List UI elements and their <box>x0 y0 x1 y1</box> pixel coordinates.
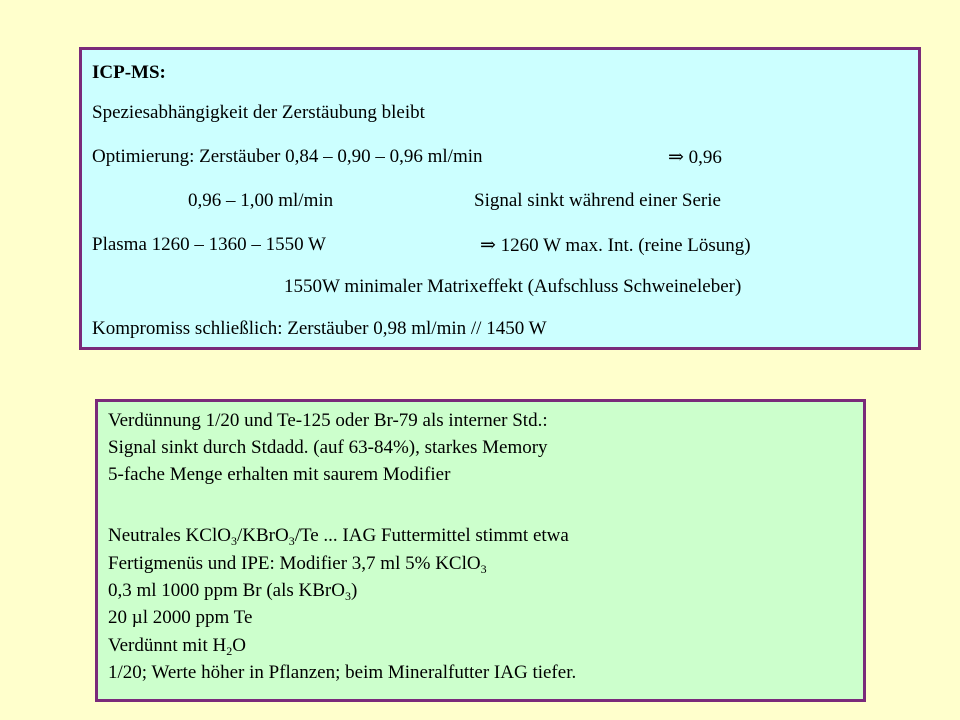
matrix-effect-line: 1550W minimaler Matrixeffekt (Aufschluss Schweineleber) <box>284 276 742 297</box>
icp-ms-heading: ICP-MS: <box>92 62 166 83</box>
plasma-line: Plasma 1260 – 1360 – 1550 W <box>92 234 326 255</box>
dilution-box <box>95 399 866 702</box>
diluted-water-line: Verdünnt mit $H_2O$ <box>108 635 246 658</box>
ready-meals-line: Fertigmenüs und IPE: Modifier 3,7 ml 5% KClO$_3$ <box>108 553 487 576</box>
dilution-line-1: Verdünnung 1/20 und Te-125 oder Br-79 als interner Std.: <box>108 410 548 431</box>
species-line: Speziesabhängigkeit der Zerstäubung bleibt <box>92 102 425 123</box>
plasma-result: ⇒ 1260 W max. Int. (reine Lösung) <box>480 235 751 256</box>
optimization-nebulizer-result: ⇒ 0,96 <box>668 147 722 168</box>
icp-ms-box <box>79 47 921 350</box>
nebulizer-range-note: Signal sinkt während einer Serie <box>474 190 721 211</box>
bromine-line: 0,3 ml 1000 ppm Br (als KBrO$_3$) <box>108 580 358 603</box>
dilution-line-3: 5-fache Menge erhalten mit saurem Modifier <box>108 464 451 485</box>
optimization-nebulizer-line: Optimierung: Zerstäuber 0,84 – 0,90 – 0,96 ml/min <box>92 146 483 167</box>
dilution-line-2: Signal sinkt durch Stdadd. (auf 63-84%), starkes Memory <box>108 437 548 458</box>
neutral-line: Neutrales KClO$_3$/KBrO$_3$/Te ... IAG Futtermittel stimmt etwa <box>108 525 569 548</box>
compromise-line: Kompromiss schließlich: Zerstäuber 0,98 ml/min // 1450 W <box>92 318 547 339</box>
tellurium-line: 20 µl 2000 ppm Te <box>108 607 253 628</box>
results-line: 1/20; Werte höher in Pflanzen; beim Mineralfutter IAG tiefer. <box>108 662 577 683</box>
nebulizer-range-line: 0,96 – 1,00 ml/min <box>188 190 334 211</box>
